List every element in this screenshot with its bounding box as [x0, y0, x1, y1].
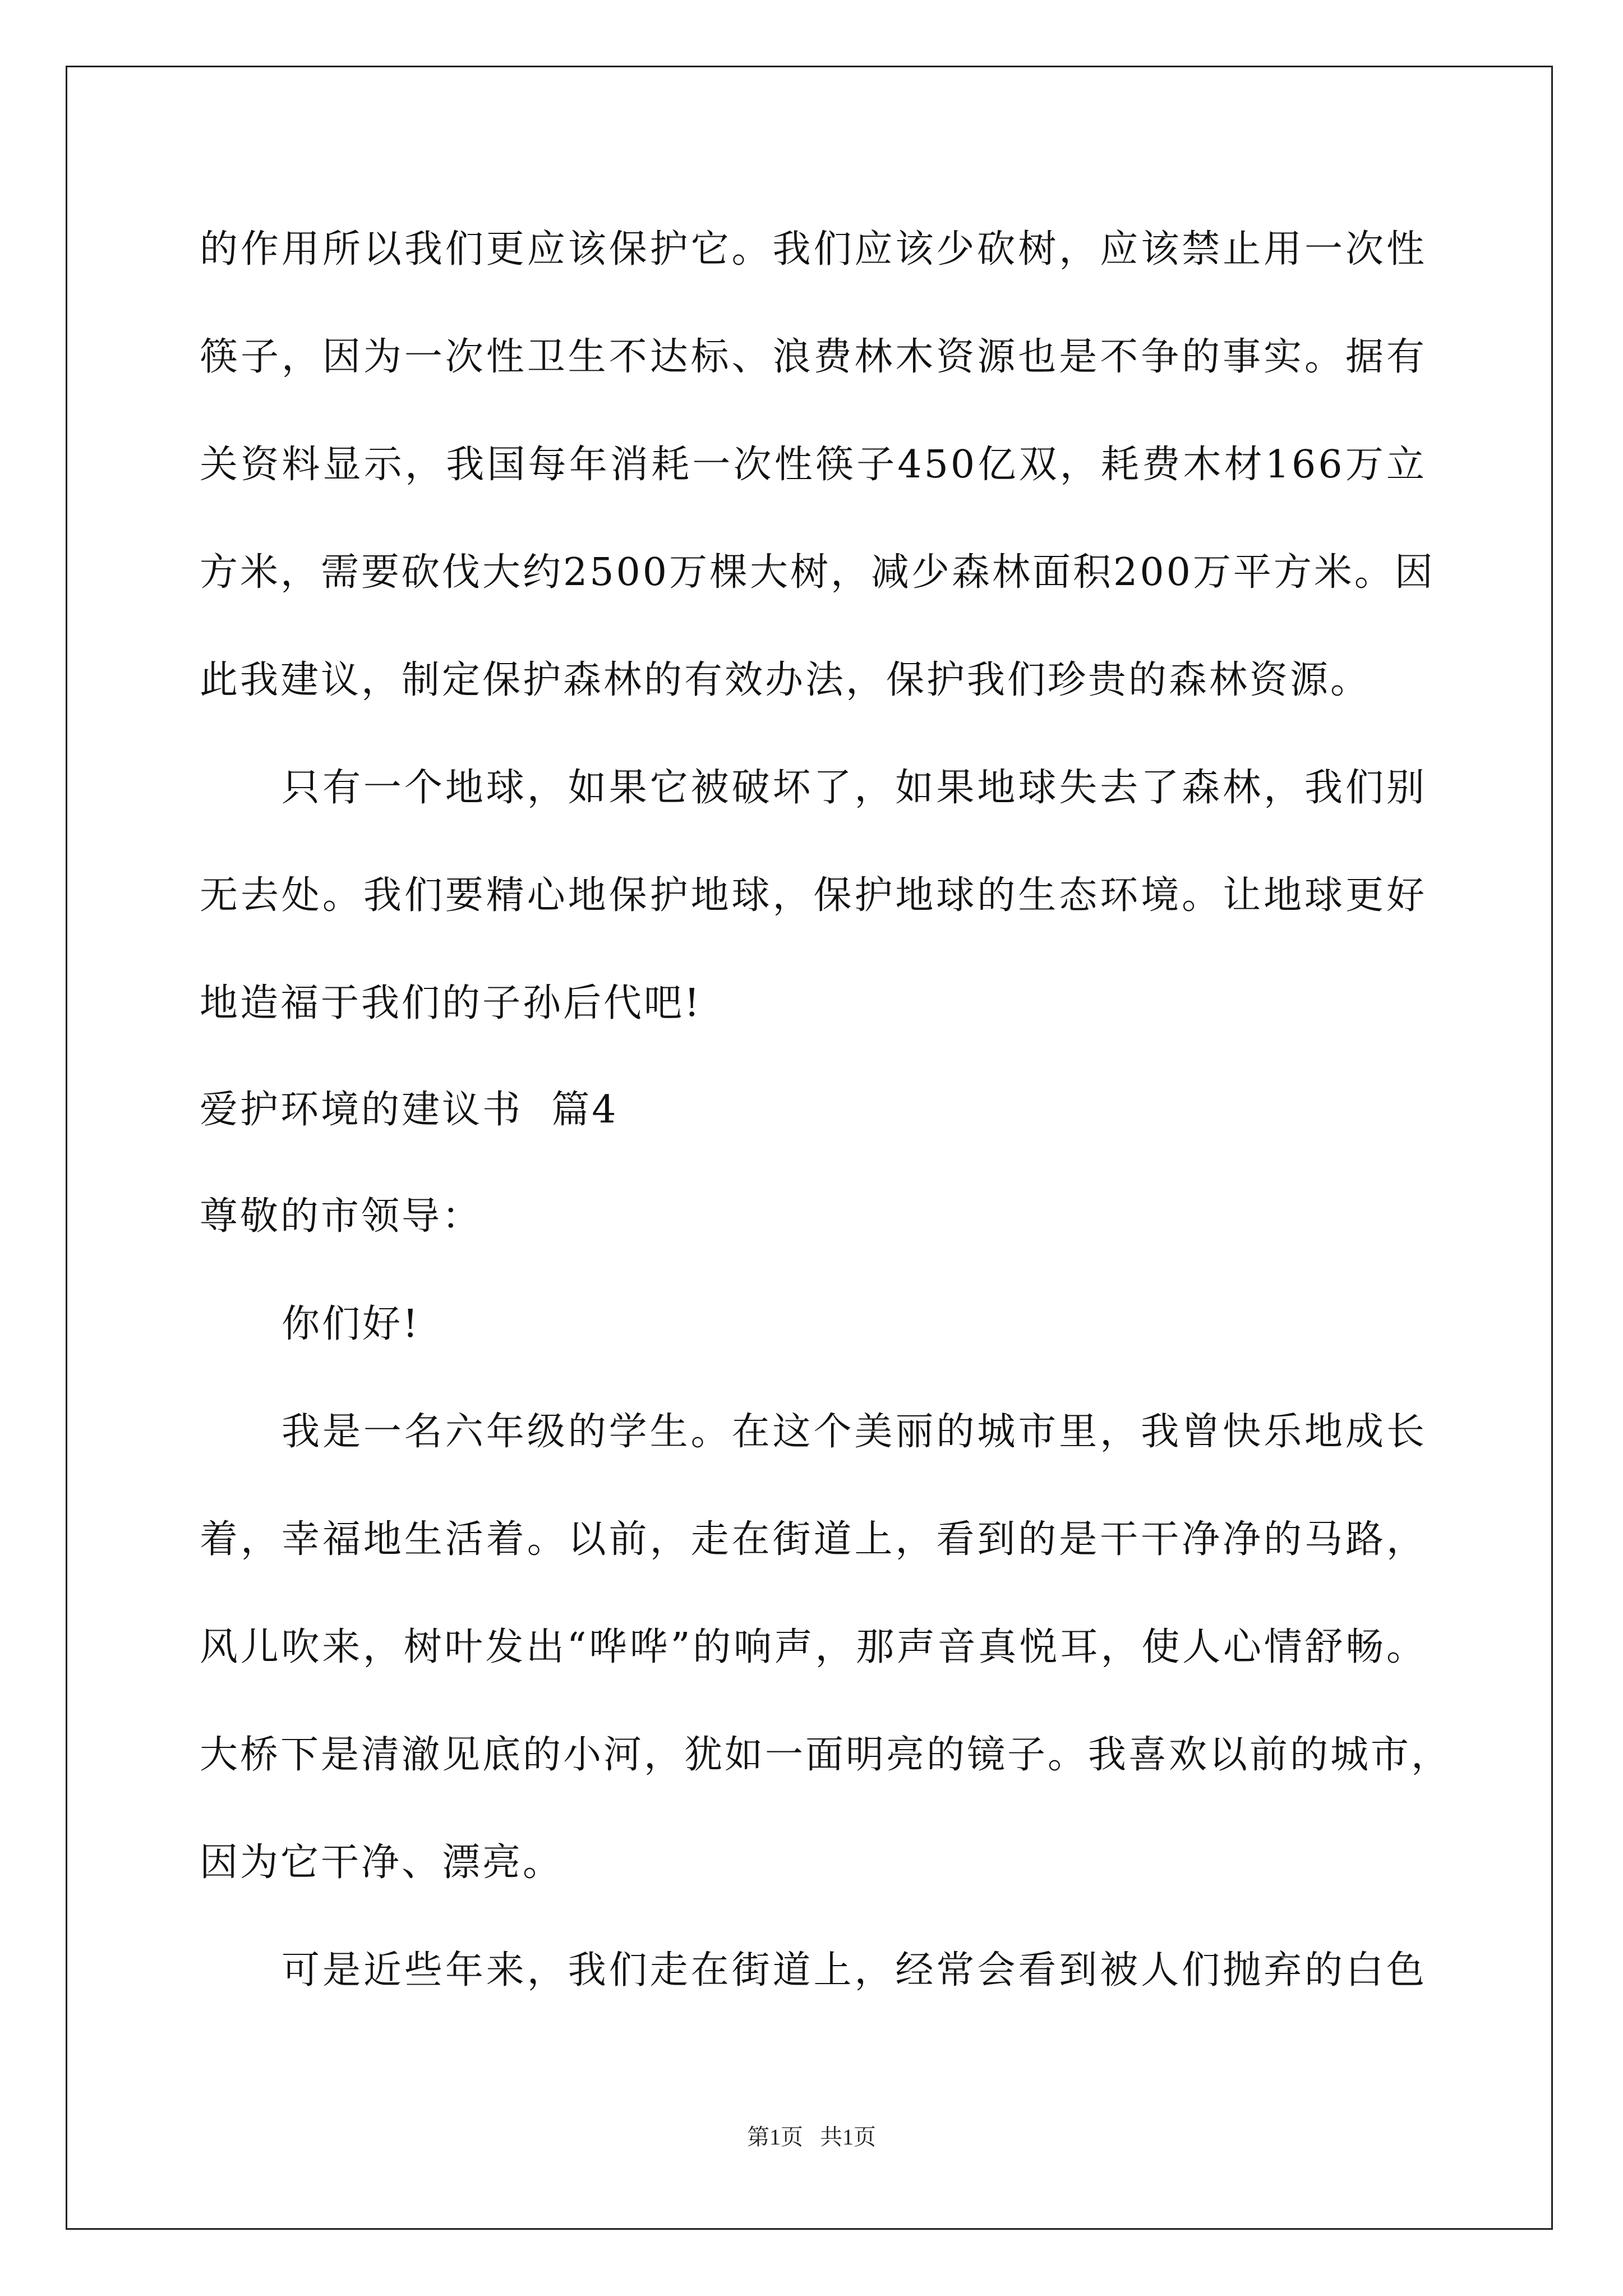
paragraph-line: 的作用所以我们更应该保护它。我们应该少砍树，应该禁止用一次性 — [200, 227, 1427, 272]
paragraph-line: 无去处。我们要精心地保护地球，保护地球的生态环境。让地球更好 — [200, 873, 1427, 918]
paragraph-line: 风儿吹来，树叶发出“哗哗”的响声，那声音真悦耳，使人心情舒畅。 — [200, 1625, 1427, 1669]
page-footer — [0, 2123, 1623, 2151]
paragraph-line: 关资料显示，我国每年消耗一次性筷子450亿双，耗费木材166万立 — [200, 443, 1427, 487]
paragraph-line: 筷子，因为一次性卫生不达标、浪费林木资源也是不争的事实。据有 — [200, 335, 1427, 379]
paragraph-line: 此我建议，制定保护森林的有效办法，保护我们珍贵的森林资源。 — [200, 658, 1371, 702]
section-heading: 爱护环境的建议书 篇4 — [200, 1088, 619, 1132]
paragraph-line: 地造福于我们的子孙后代吧! — [200, 981, 702, 1025]
paragraph-line: 方米，需要砍伐大约2500万棵大树，减少森林面积200万平方米。因 — [200, 550, 1435, 595]
paragraph-line: 可是近些年来，我们走在街道上，经常会看到被人们抛弃的白色 — [282, 1948, 1427, 1993]
paragraph-line: 大桥下是清澈见底的小河，犹如一面明亮的镜子。我喜欢以前的城市， — [200, 1733, 1452, 1777]
page-number: 第1页 共1页 — [747, 2124, 876, 2150]
paragraph-line: 我是一名六年级的学生。在这个美丽的城市里，我曾快乐地成长 — [282, 1410, 1427, 1454]
page-border — [66, 66, 1553, 2230]
greeting: 你们好! — [282, 1302, 421, 1346]
salutation: 尊敬的市领导： — [200, 1194, 483, 1239]
paragraph-line: 因为它干净、漂亮。 — [200, 1841, 564, 1885]
paragraph-line: 只有一个地球，如果它被破坏了，如果地球失去了森林，我们别 — [282, 766, 1427, 810]
paragraph-line: 着，幸福地生活着。以前，走在街道上，看到的是干干净净的马路， — [200, 1517, 1427, 1562]
